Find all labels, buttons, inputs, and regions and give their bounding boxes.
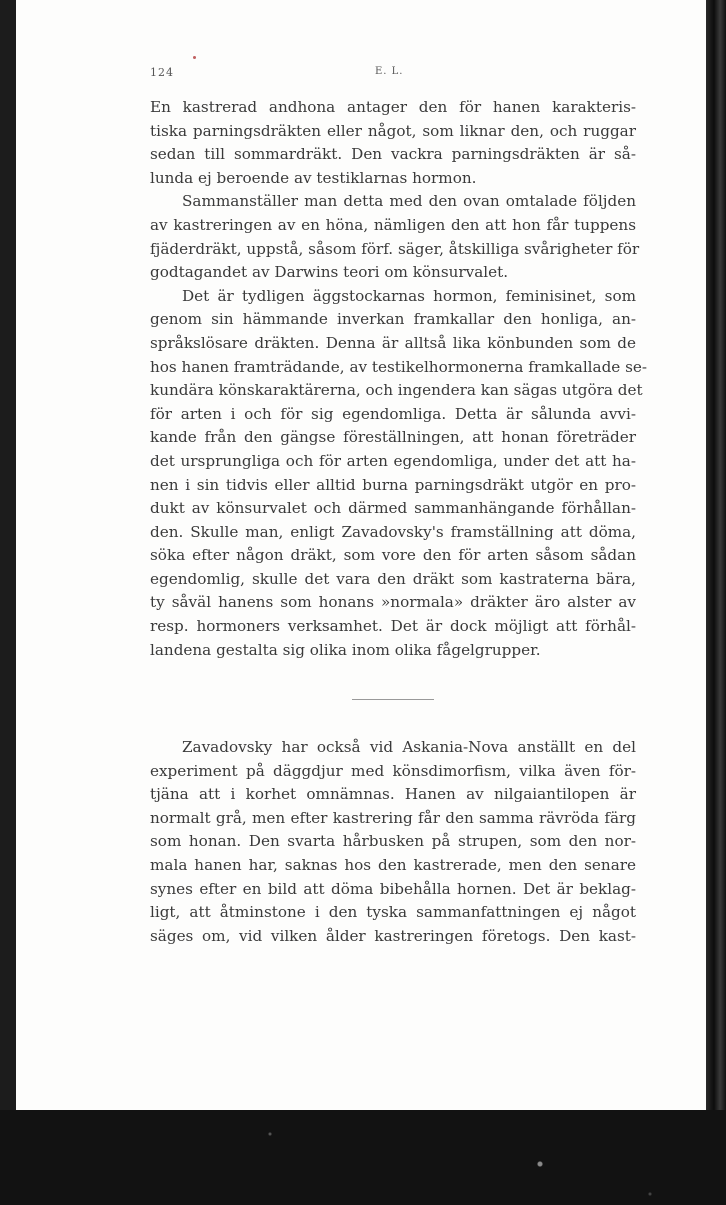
text-line: av kastreringen av en höna, nämligen den att hon får tuppens <box>150 215 636 234</box>
page-number: 124 <box>150 66 174 79</box>
ink-speck <box>193 56 196 59</box>
text-line: fjäderdräkt, uppstå, såsom förf. säger, åtskilliga svårigheter för <box>150 239 640 258</box>
text-line: ty såväl hanens som honans »normala» dräkter äro alster av <box>150 593 636 612</box>
text-line: Zavadovsky har också vid Askania-Nova anställt en del <box>182 738 636 756</box>
text-line: genom sin hämmande inverkan framkallar den honliga, an- <box>150 310 636 329</box>
text-line: söka efter någon dräkt, som vore den för arten såsom sådan <box>150 546 636 565</box>
text-line: synes efter en bild att döma bibehålla hornen. Det är beklag- <box>150 879 636 898</box>
text-line: egendomlig, skulle det vara den dräkt som kastraterna bära, <box>150 569 636 588</box>
text-line: tjäna att i korhet omnämnas. Hanen av nilgaiantilopen är <box>150 785 636 804</box>
text-line: det ursprungliga och för arten egendomliga, under det att ha- <box>150 451 636 470</box>
scan-left-border <box>0 0 16 1112</box>
paragraph-block-1 <box>150 96 648 662</box>
text-line: språkslösare dräkten. Denna är alltså lika könbunden som de <box>150 333 636 352</box>
scan-right-edge <box>706 0 726 1112</box>
running-head: E. L. <box>375 66 404 77</box>
text-line: experiment på däggdjur med könsdimorfism, vilka även för- <box>150 761 636 780</box>
text-line: En kastrerad andhona antager den för hanen karakteris- <box>150 98 636 116</box>
text-line: ligt, att åtminstone i den tyska sammanfattningen ej något <box>150 903 636 922</box>
section-divider <box>352 699 434 700</box>
text-line: mala hanen har, saknas hos den kastrerade, men den senare <box>150 855 636 874</box>
paragraph-block-2 <box>150 736 636 948</box>
text-line: tiska parningsdräkten eller något, som liknar den, och ruggar <box>150 121 636 140</box>
text-line: kande från den gängse föreställningen, att honan företräder <box>150 428 636 447</box>
text-line: dukt av könsurvalet och därmed sammanhängande förhållan- <box>150 499 636 518</box>
scan-bottom-border <box>0 1110 726 1205</box>
text-line: Sammanställer man detta med den ovan omtalade följden <box>182 192 636 211</box>
text-line: landena gestalta sig olika inom olika fågelgrupper. <box>150 640 541 659</box>
text-line: lunda ej beroende av testiklarnas hormon. <box>150 168 477 187</box>
text-line: nen i sin tidvis eller alltid burna parningsdräkt utgör en pro- <box>150 475 636 494</box>
text-line: säges om, vid vilken ålder kastreringen företogs. Den kast- <box>150 926 636 945</box>
text-line: som honan. Den svarta hårbusken på strupen, som den nor- <box>150 832 636 851</box>
text-line: hos hanen framträdande, av testikelhormonerna framkallade se- <box>150 357 648 376</box>
text-line: den. Skulle man, enligt Zavadovsky's framställning att döma, <box>150 522 636 541</box>
text-line: godtagandet av Darwins teori om könsurvalet. <box>150 263 509 282</box>
text-line: normalt grå, men efter kastrering får den samma rävröda färg <box>150 808 636 827</box>
text-line: Det är tydligen äggstockarnas hormon, feminisinet, som <box>182 286 636 305</box>
text-line: kundära könskaraktärerna, och ingendera kan sägas utgöra det <box>150 381 643 400</box>
text-line: sedan till sommardräkt. Den vackra parningsdräkten är så- <box>150 145 636 164</box>
text-line: resp. hormoners verksamhet. Det är dock möjligt att förhål- <box>150 617 636 636</box>
text-line: för arten i och för sig egendomliga. Detta är sålunda avvi- <box>150 404 636 423</box>
